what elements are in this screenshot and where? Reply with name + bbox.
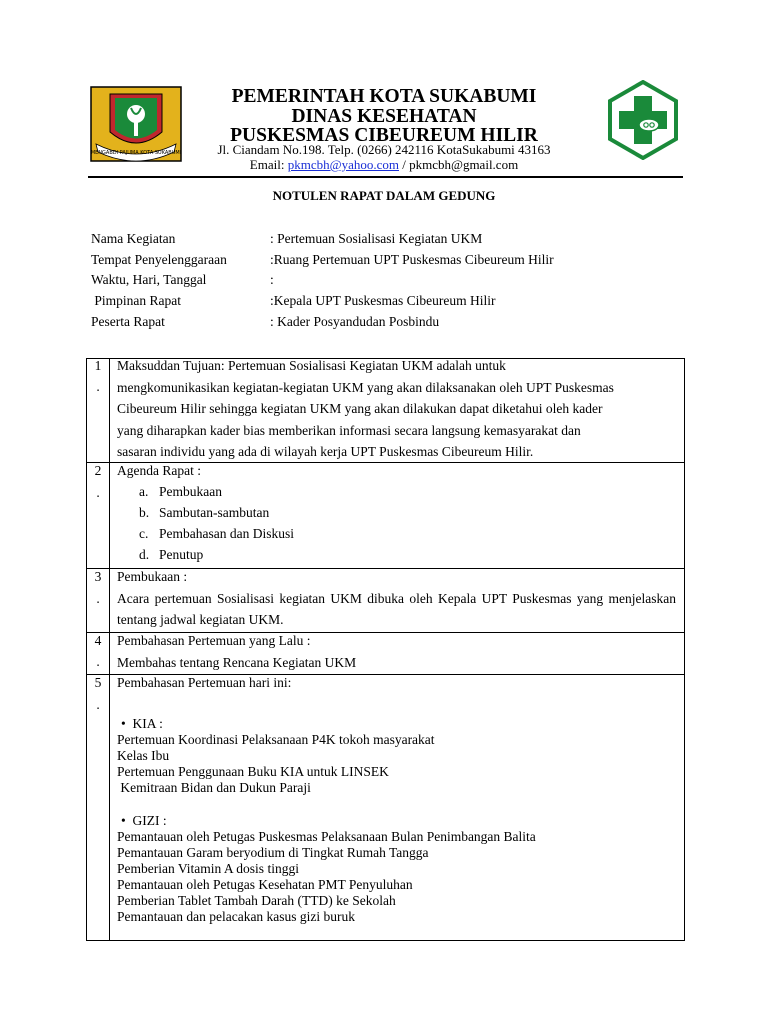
minutes-table [86,358,685,941]
gizi-item: Pemberian Vitamin A dosis tinggi [117,861,299,876]
agenda-item: d. Penutup [139,547,204,562]
info-label: Tempat Penyelenggaraan [91,252,227,267]
info-value: :Kepala UPT Puskesmas Cibeureum Hilir [270,293,496,308]
today-meeting-cell [117,672,676,694]
header-department: DINAS KESEHATAN [291,106,477,127]
info-label: Peserta Rapat [91,314,165,329]
opening-heading: Pembukaan : [117,569,188,584]
row-number-dot: . [96,697,100,712]
purpose-line: mengkomunikasikan kegiatan-kegiatan UKM yang akan dilaksanakan oleh UPT Puskesmas [117,379,614,395]
row-number: 1 [94,358,102,373]
row-number: 3 [94,569,102,584]
today-meeting-heading: Pembahasan Pertemuan hari ini: [117,675,292,690]
kia-item: Pertemuan Penggunaan Buku KIA untuk LINSEK [117,764,389,779]
emblem-motto: MENGABDI PAJUMA KOTA SUKABUMI [90,150,182,156]
opening-cell [117,566,676,631]
agenda-item: c. Pembahasan dan Diskusi [139,526,294,541]
row-number: 4 [94,633,102,648]
info-value: : Pertemuan Sosialisasi Kegiatan UKM [270,231,483,246]
agenda-item: b. Sambutan-sambutan [139,505,270,520]
gizi-bullet: • GIZI : [121,813,167,828]
info-label: Waktu, Hari, Tanggal [91,272,207,287]
row-number: 2 [94,463,102,478]
info-value: :Ruang Pertemuan UPT Puskesmas Cibeureum Hilir [270,252,554,267]
email-label: Email: [249,157,288,172]
purpose-line: yang diharapkan kader bias memberikan informasi secara langsung kemasyarakat dan [117,422,581,438]
gizi-item: Pemberian Tablet Tambah Darah (TTD) ke Sekolah [117,893,396,908]
gizi-item: Pemantauan dan pelacakan kasus gizi buruk [117,909,356,924]
gizi-section [117,813,676,925]
info-value: : [270,272,274,287]
row-number-dot: . [96,485,100,500]
kia-label: KIA : [132,716,163,731]
info-label: Pimpinan Rapat [91,293,181,308]
gizi-item: Pemantauan oleh Petugas Puskesmas Pelaksanaan Bulan Penimbangan Balita [117,829,536,844]
header-divider [88,176,683,178]
gizi-item: Pemantauan oleh Petugas Kesehatan PMT Penyuluhan [117,877,413,892]
info-value: : Kader Posyandudan Posbindu [270,314,440,329]
row-number: 5 [94,675,102,690]
row-number-dot: . [96,379,100,394]
agenda-heading: Agenda Rapat : [117,463,201,478]
row-number-dot: . [96,654,100,669]
purpose-cell [117,355,676,463]
purpose-line: Maksuddan Tujuan: Pertemuan Sosialisasi Kegiatan UKM adalah untuk [117,358,506,373]
kia-item: Kemitraan Bidan dan Dukun Paraji [117,780,311,795]
kia-section [117,716,676,796]
header-institution: PUSKESMAS CIBEUREUM HILIR [230,125,538,146]
purpose-line: sasaran individu yang ada di wilayah kerja UPT Puskesmas Cibeureum Hilir. [117,444,534,459]
email-link[interactable]: pkmcbh@yahoo.com [287,157,399,172]
previous-meeting-text: Membahas tentang Rencana Kegiatan UKM [117,654,357,670]
previous-meeting-heading: Pembahasan Pertemuan yang Lalu : [117,633,311,648]
kia-item: Kelas Ibu [117,748,170,763]
row-number-dot: . [96,591,100,606]
gizi-item: Pemantauan Garam beryodium di Tingkat Rumah Tangga [117,845,429,860]
kia-item: Pertemuan Koordinasi Pelaksanaan P4K tokoh masyarakat [117,732,435,747]
purpose-line: Cibeureum Hilir sehingga kegiatan UKM yang akan dilakukan dapat diketahui oleh kader [117,401,603,416]
column-divider [109,359,110,940]
header-government: PEMERINTAH KOTA SUKABUMI [231,86,537,107]
previous-meeting-cell [117,630,676,673]
agenda-cell [117,460,676,562]
kia-bullet: • KIA : [121,716,163,731]
agenda-item: a. Pembukaan [139,484,222,499]
gizi-label: GIZI : [132,813,167,828]
header-address: Jl. Ciandam No.198. Telp. (0266) 242116 KotaSukabumi 43163 [217,142,551,157]
document-title: NOTULEN RAPAT DALAM GEDUNG [272,188,496,203]
info-label: Nama Kegiatan [91,231,176,246]
email-alt: / pkmcbh@gmail.com [398,157,519,172]
header-email [0,157,768,173]
opening-text: Acara pertemuan Sosialisasi kegiatan UKM dibuka oleh Kepala UPT Puskesmas yang menjelaskan tentang jadwal kegiatan UKM. [117,590,676,627]
